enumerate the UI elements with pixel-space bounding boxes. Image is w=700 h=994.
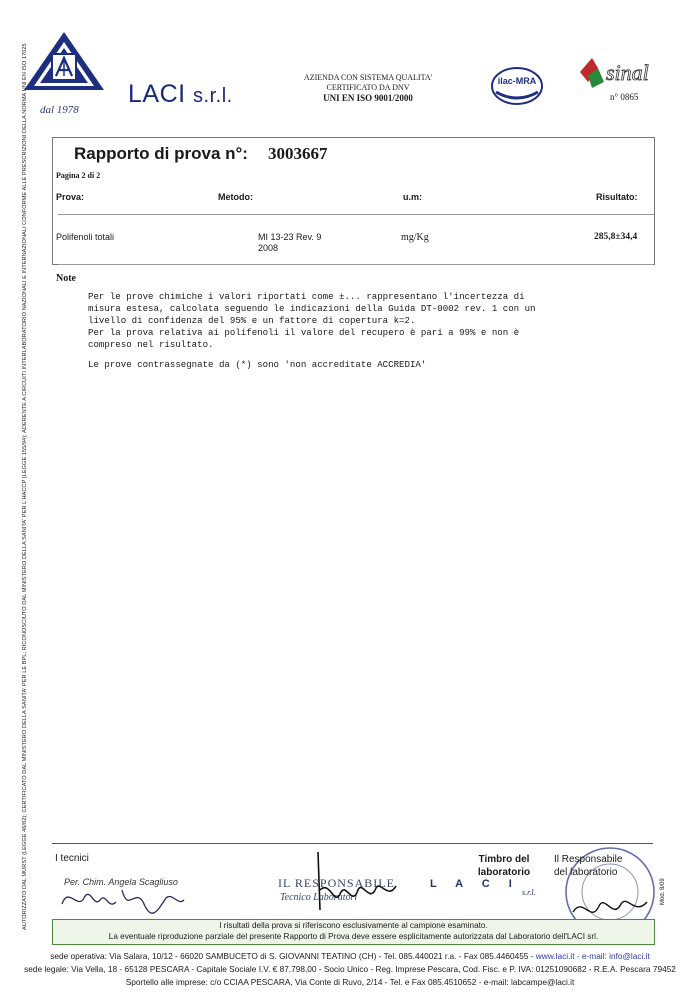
responsabile-line-2: del laboratorio — [554, 867, 618, 878]
cert-line-2: CERTIFICATO DA DNV — [326, 83, 410, 92]
tecnico-signature — [58, 880, 188, 916]
company-main: LACI — [128, 80, 186, 108]
note-line: compreso nel risultato. — [88, 339, 214, 350]
sinal-number: n° 0865 — [610, 92, 639, 102]
laci-stamp-suffix: s.r.l. — [522, 888, 536, 897]
sinal-text: sinal — [606, 60, 649, 85]
laci-stamp: L A C I — [430, 878, 520, 890]
note-line: Per le prove chimiche i valori riportati come ±... rappresentano l'incertezza di — [88, 291, 525, 302]
note-line: livello di confidenza del 95% e un fattore di copertura k=2. — [88, 315, 416, 326]
timbro-line-2: laboratorio — [477, 867, 531, 878]
footer-line-3: Sportello alle imprese: c/o CCIAA PESCARA, Via Conte di Ruvo, 2/14 - Tel. e Fax 085.4510652 - e-mail: labcampe@laci.it — [125, 977, 575, 987]
note-line: Per la prova relativa ai polifenoli il valore del recupero è pari a 99% e non è — [88, 327, 520, 338]
laci-logo — [20, 28, 108, 108]
cert-line-3: UNI EN ISO 9001/2000 — [323, 93, 413, 103]
footer — [0, 950, 700, 989]
quality-certification — [282, 73, 454, 103]
website-link[interactable]: www.laci.it — [535, 951, 575, 961]
footer-line-2: sede legale: Via Vella, 18 - 65128 PESCARA - Capitale Sociale I.V. € 87.798,00 - Socio Unico - Reg. Imprese Pescara, Cod. Fisc. e P. IVA: 01251090682 - R.E.A. Pescara 79452 — [24, 964, 676, 974]
side-accreditation-text: AUTORIZZATO DAL MURST (LEGGE 46/82); CERTIFICATO DAL MINISTERO DELLA SANITA' PER LE BPL; RICONOSCIUTO DAL MINISTERO DELLA SANITA' PER L'HACCP (LEGGE 155/94); ADERENTE A CIRCUITI INTERLABORATORIO NAZIONALI E INTERNAZIONALI CONFORME ALLE PRESCRIZIONI DELLA NORMA UNI EN ISO 17025 — [22, 43, 28, 930]
cell-risultato: 285,8±34,4 — [594, 232, 638, 242]
note-line: misura estesa, calcolata seguendo le indicazioni della Guida DT-0002 rev. 1 con un — [88, 303, 536, 314]
sinal-logo — [578, 52, 678, 92]
footer-address: sede operativa: Via Salara, 10/12 - 66020 SAMBUCETO di S. GIOVANNI TEATINO (CH) - Tel. 085.440021 r.a. - Fax 085.4460455 - — [50, 951, 536, 961]
timbro-label — [464, 853, 544, 879]
ilac-text: ilac-MRA — [497, 76, 537, 86]
cell-metodo — [258, 232, 321, 254]
company-suffix: s.r.l. — [193, 85, 233, 107]
column-header-metodo: Metodo: — [218, 192, 253, 202]
timbro-line-1: Timbro del — [478, 854, 530, 865]
cell-um: mg/Kg — [401, 232, 429, 243]
tecnico-name: Per. Chim. Angela Scagliuso — [64, 877, 178, 887]
column-header-um: u.m: — [403, 192, 422, 202]
email-link[interactable]: info@laci.it — [609, 951, 650, 961]
since-label: dal 1978 — [40, 104, 79, 116]
cert-line-1: AZIENDA CON SISTEMA QUALITA' — [303, 73, 433, 82]
email-label: - e-mail: — [574, 951, 610, 961]
disclaimer-box — [52, 919, 655, 945]
footer-line-1 — [0, 950, 700, 963]
responsabile-stamp-sub: Tecnico Laboratori — [280, 892, 358, 903]
tecnici-label: I tecnici — [55, 853, 89, 864]
cell-prova: Polifenoli totali — [56, 232, 115, 242]
company-name — [128, 80, 233, 109]
page-indicator: Pagina 2 di 2 — [56, 171, 101, 180]
header-divider — [58, 214, 654, 215]
disclaimer-line-1: I risultati della prova si riferiscono esclusivamente al campione esaminato. — [219, 921, 488, 930]
form-code: Mod. 8/09 — [660, 878, 666, 905]
cell-metodo-line1: MI 13-23 Rev. 9 — [258, 232, 322, 242]
disclaimer-line-2: La eventuale riproduzione parziale del presente Rapporto di Prova deve essere esplicitamente autorizzata dal Laboratorio dell'LACI srl. — [108, 932, 599, 941]
report-title: Rapporto di prova n°: — [74, 144, 248, 163]
note-label: Note — [56, 273, 76, 284]
accreditation-note: Le prove contrassegnate da (*) sono 'non accreditate ACCREDIA' — [88, 359, 427, 370]
ilac-mra-logo — [490, 66, 544, 106]
cell-metodo-line2: 2008 — [258, 243, 279, 253]
responsabile-label — [554, 853, 622, 879]
responsabile-signature — [300, 850, 410, 922]
row-divider — [58, 264, 654, 265]
column-header-risultato: Risultato: — [596, 192, 638, 202]
responsabile-line-1: Il Responsabile — [554, 854, 623, 865]
column-header-prova: Prova: — [56, 192, 85, 202]
responsabile-stamp: IL RESPONSABILE — [278, 876, 395, 890]
report-number: 3003667 — [268, 144, 328, 163]
